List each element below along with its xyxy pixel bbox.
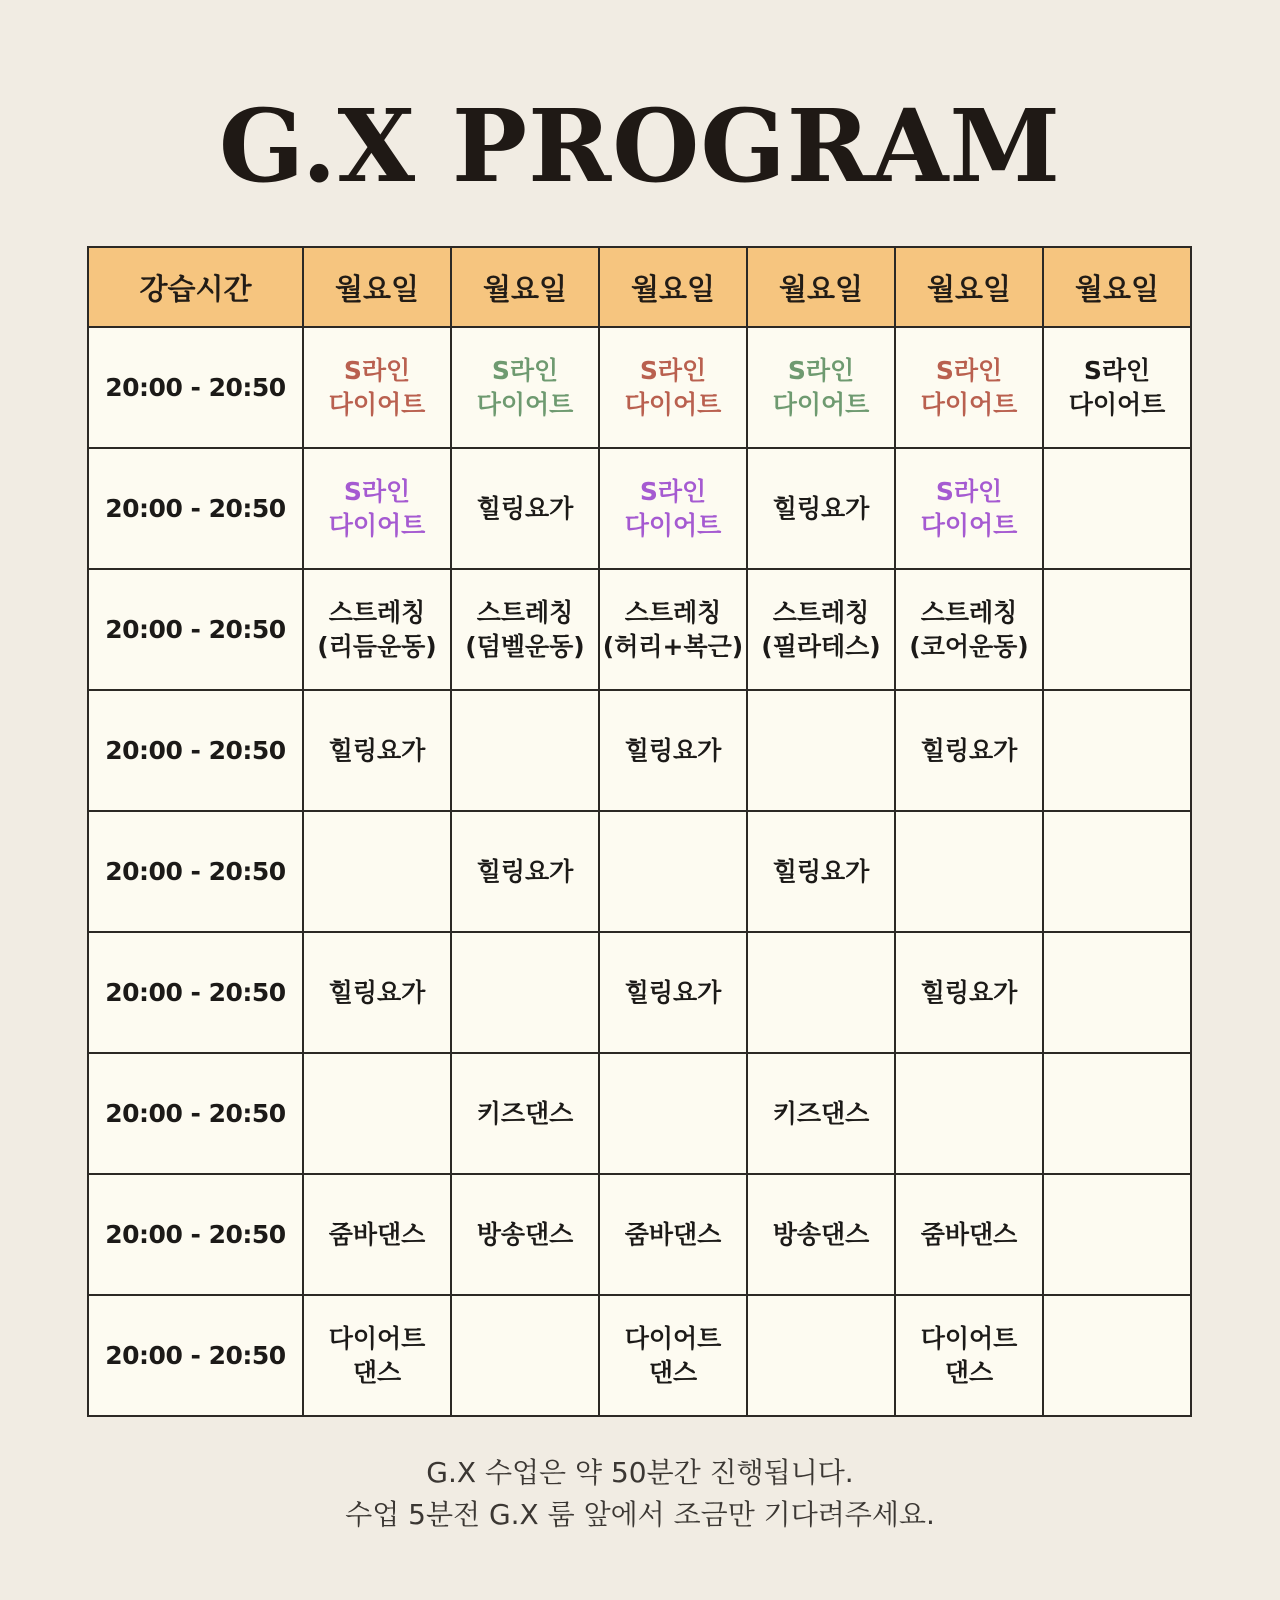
class-cell [599, 811, 747, 932]
class-cell [895, 932, 1043, 1053]
class-cell [895, 448, 1043, 569]
footer-line: 수업 5분전 G.X 룸 앞에서 조금만 기다려주세요. [345, 1498, 935, 1531]
class-cell [303, 569, 451, 690]
class-name: 방송댄스 [772, 1219, 870, 1249]
class-name: 줌바댄스 [920, 1219, 1018, 1249]
class-name: 방송댄스 [476, 1219, 574, 1249]
class-cell [303, 932, 451, 1053]
table-row [88, 1174, 1191, 1295]
class-cell [303, 1295, 451, 1416]
class-name: 스트레칭 (덤벨운동) [465, 597, 585, 661]
class-name: S라인 다이어트 [624, 355, 722, 419]
class-cell [451, 569, 599, 690]
time-cell: 20:00 - 20:50 [88, 1174, 303, 1295]
time-cell: 20:00 - 20:50 [88, 1053, 303, 1174]
class-cell [1043, 448, 1191, 569]
class-cell [451, 1053, 599, 1174]
table-row [88, 327, 1191, 448]
time-cell: 20:00 - 20:50 [88, 690, 303, 811]
class-cell [747, 1053, 895, 1174]
footer-notice [0, 1452, 1280, 1536]
class-cell [599, 569, 747, 690]
schedule-table [87, 246, 1192, 1417]
class-cell [895, 811, 1043, 932]
class-cell [599, 1295, 747, 1416]
class-cell [303, 327, 451, 448]
class-cell [895, 569, 1043, 690]
class-name: S라인 다이어트 [920, 355, 1018, 419]
class-name: 힐링요가 [920, 735, 1018, 765]
class-name: 줌바댄스 [328, 1219, 426, 1249]
class-cell [599, 932, 747, 1053]
class-name: 힐링요가 [476, 493, 574, 523]
class-cell [451, 448, 599, 569]
class-name: 힐링요가 [328, 735, 426, 765]
class-cell [747, 932, 895, 1053]
time-cell: 20:00 - 20:50 [88, 811, 303, 932]
class-cell [747, 690, 895, 811]
class-name: 힐링요가 [772, 856, 870, 886]
header-day: 월요일 [599, 247, 747, 327]
class-cell [895, 1295, 1043, 1416]
header-day: 월요일 [747, 247, 895, 327]
time-cell: 20:00 - 20:50 [88, 932, 303, 1053]
page-title: G.X PROGRAM [218, 87, 1062, 205]
class-cell [1043, 569, 1191, 690]
class-cell [1043, 1174, 1191, 1295]
class-name: 힐링요가 [476, 856, 574, 886]
footer-line: G.X 수업은 약 50분간 진행됩니다. [426, 1456, 854, 1489]
class-cell [303, 811, 451, 932]
class-cell [451, 932, 599, 1053]
class-cell [599, 1174, 747, 1295]
class-name: 힐링요가 [328, 977, 426, 1007]
class-cell [599, 448, 747, 569]
class-cell [303, 690, 451, 811]
class-name: 다이어트 댄스 [328, 1323, 426, 1387]
time-cell: 20:00 - 20:50 [88, 1295, 303, 1416]
class-name: S라인 다이어트 [624, 476, 722, 540]
class-name: 힐링요가 [624, 977, 722, 1007]
time-cell: 20:00 - 20:50 [88, 448, 303, 569]
class-name: 다이어트 댄스 [920, 1323, 1018, 1387]
class-name: 다이어트 댄스 [624, 1323, 722, 1387]
class-name: S라인 다이어트 [772, 355, 870, 419]
class-cell [747, 1295, 895, 1416]
table-row [88, 448, 1191, 569]
time-cell: 20:00 - 20:50 [88, 327, 303, 448]
header-day: 월요일 [303, 247, 451, 327]
header-day: 월요일 [451, 247, 599, 327]
class-cell [451, 1174, 599, 1295]
class-cell [599, 690, 747, 811]
table-row [88, 1295, 1191, 1416]
class-cell [599, 1053, 747, 1174]
class-name: S라인 다이어트 [328, 355, 426, 419]
class-name: S라인 다이어트 [328, 476, 426, 540]
class-cell [303, 1053, 451, 1174]
class-name: 키즈댄스 [772, 1098, 870, 1128]
class-cell [895, 327, 1043, 448]
class-cell [1043, 932, 1191, 1053]
class-cell [747, 569, 895, 690]
class-name: 힐링요가 [772, 493, 870, 523]
header-time: 강습시간 [88, 247, 303, 327]
class-name: 줌바댄스 [624, 1219, 722, 1249]
class-cell [895, 1174, 1043, 1295]
class-name: 힐링요가 [920, 977, 1018, 1007]
class-cell [747, 1174, 895, 1295]
class-cell [1043, 1295, 1191, 1416]
class-cell [303, 1174, 451, 1295]
class-cell [451, 811, 599, 932]
class-name: 힐링요가 [624, 735, 722, 765]
class-cell [747, 448, 895, 569]
class-cell [451, 327, 599, 448]
time-cell: 20:00 - 20:50 [88, 569, 303, 690]
header-day: 월요일 [895, 247, 1043, 327]
class-name: 스트레칭 (허리+복근) [602, 597, 744, 661]
class-name: S라인 다이어트 [920, 476, 1018, 540]
class-name: S라인 다이어트 [476, 355, 574, 419]
header-day: 월요일 [1043, 247, 1191, 327]
table-row [88, 811, 1191, 932]
class-cell [895, 1053, 1043, 1174]
table-row [88, 690, 1191, 811]
table-row [88, 932, 1191, 1053]
class-name: 키즈댄스 [476, 1098, 574, 1128]
class-cell [451, 1295, 599, 1416]
class-cell [1043, 1053, 1191, 1174]
class-cell [1043, 811, 1191, 932]
class-cell [599, 327, 747, 448]
class-name: 스트레칭 (코어운동) [909, 597, 1029, 661]
class-name: 스트레칭 (필라테스) [761, 597, 881, 661]
class-name: S라인 다이어트 [1068, 355, 1166, 419]
class-cell [1043, 327, 1191, 448]
table-row [88, 1053, 1191, 1174]
class-cell [895, 690, 1043, 811]
class-cell [303, 448, 451, 569]
class-cell [1043, 690, 1191, 811]
class-cell [747, 327, 895, 448]
class-name: 스트레칭 (리듬운동) [317, 597, 437, 661]
class-cell [451, 690, 599, 811]
header-row [88, 247, 1191, 327]
class-cell [747, 811, 895, 932]
table-row [88, 569, 1191, 690]
